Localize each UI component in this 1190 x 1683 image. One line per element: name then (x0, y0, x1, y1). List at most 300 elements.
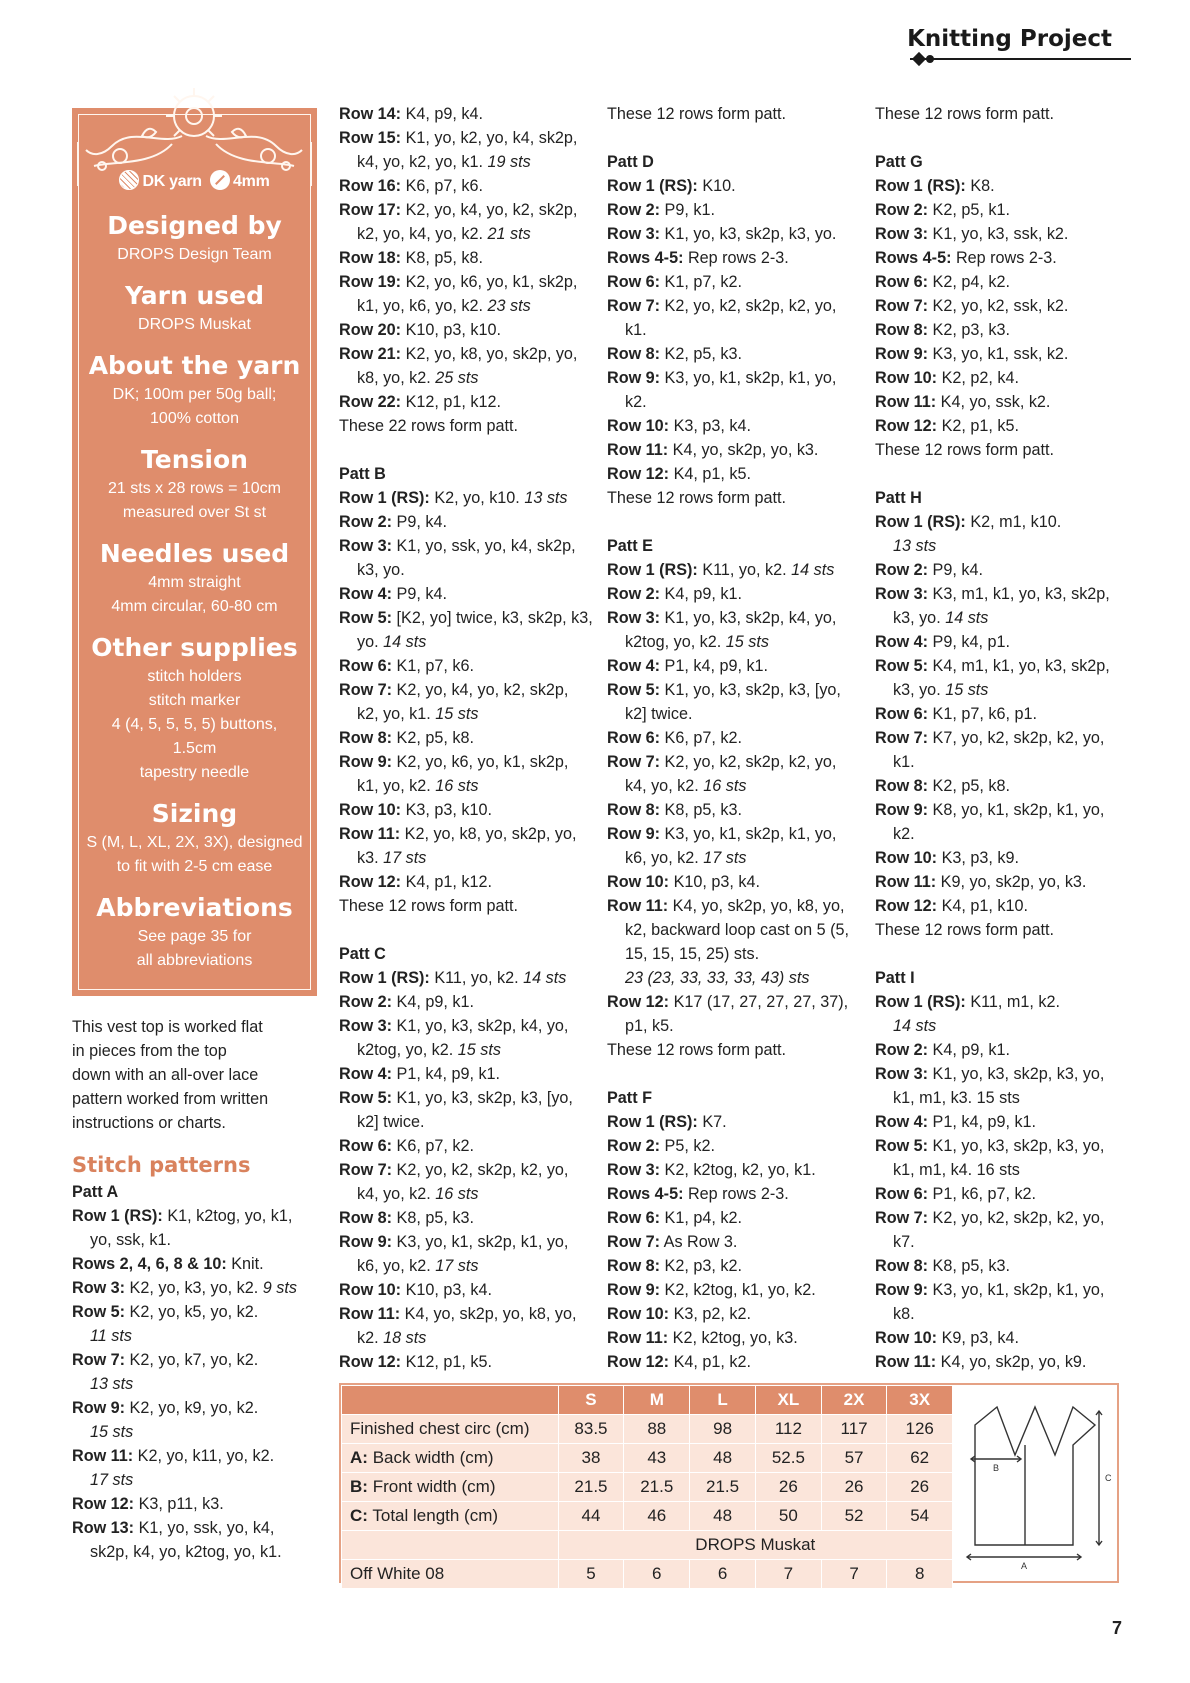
pattern-row: Row 9: K3, yo, k1, ssk, k2. (875, 345, 1069, 363)
row-label: Row 12: (875, 897, 938, 915)
pattern-row: Row 6: K2, p4, k2. (875, 273, 1010, 291)
spacer (339, 918, 594, 942)
pattern-row: Row 6: P1, k6, p7, k2. (875, 1185, 1037, 1203)
row-label: Row 1 (RS): (875, 177, 966, 195)
pattern-row: Row 11: K4, yo, sk2p, yo, k8, yo, k2. 18 sts (339, 1305, 577, 1347)
row-label: Row 14: (339, 105, 402, 123)
pattern-row: Row 2: K4, p9, k1. (875, 1041, 1010, 1059)
pattern-row: Row 7: K2, yo, k2, sk2p, k2, yo, k4, yo, k2. 16 sts (607, 753, 837, 795)
pattern-row: Row 3: K2, yo, k3, yo, k2. 9 sts (72, 1279, 297, 1297)
measurement-value: 88 (624, 1415, 690, 1444)
diagram-label-b: B (993, 1463, 1000, 1473)
row-label: Row 10: (607, 1305, 670, 1323)
pattern-row: Row 11: K2, yo, k8, yo, sk2p, yo, k3. 17 sts (339, 825, 577, 867)
measurement-value: 21.5 (624, 1473, 690, 1502)
stitch-count: 23 (23, 33, 33, 33, 43) sts (625, 969, 810, 987)
pattern-row: Row 7: K2, yo, k2, sk2p, k2, yo, k1. (607, 297, 837, 339)
table-row (342, 1502, 953, 1531)
pattern-heading: Patt H (875, 489, 922, 507)
row-label: Row 6: (607, 273, 661, 291)
table-row (342, 1415, 953, 1444)
row-label: Row 11: (875, 1353, 937, 1371)
info-line: 21 sts x 28 rows = 10cm (108, 480, 281, 497)
stitch-count: 14 sts (893, 1017, 937, 1035)
row-label: Row 9: (607, 825, 661, 843)
pattern-row: Row 5: K1, yo, k3, sk2p, k3, yo, k1, m1, k4. 16 sts (875, 1137, 1105, 1179)
info-heading: Tension (141, 445, 248, 474)
row-label: Row 6: (875, 705, 929, 723)
measurement-value: 52 (821, 1502, 887, 1531)
row-label: Row 8: (339, 729, 393, 747)
pattern-row: Row 2: K4, p9, k1. (607, 585, 742, 603)
row-label: Row 12: (875, 417, 938, 435)
pattern-row: Row 10: K3, p3, k4. (607, 417, 751, 435)
pattern-row: Row 10: K3, p2, k2. (607, 1305, 751, 1323)
size-header: M (624, 1386, 690, 1415)
pattern-row: Row 10: K10, p3, k4. (607, 873, 760, 891)
pattern-row: Row 5: K1, yo, k3, sk2p, k3, [yo, k2] twice. (339, 1089, 573, 1131)
stitch-count: 9 sts (262, 1279, 297, 1297)
yarn-quantity: 6 (690, 1560, 756, 1589)
pattern-row: Rows 4-5: Rep rows 2-3. (607, 1185, 789, 1203)
stitch-count: 14 sts (523, 969, 567, 987)
pattern-note: These 12 rows form patt. (875, 921, 1055, 939)
row-label: Row 6: (607, 729, 661, 747)
row-label: Row 15: (339, 129, 402, 147)
pattern-row: Row 11: K4, yo, sk2p, yo, k8, yo, k2, backward loop cast on 5 (5, 15, 15, 15, 25) sts. 23 (23, 33, 33, 33, 43) sts (607, 897, 850, 987)
stitch-count: 16 sts (703, 777, 747, 795)
pattern-row: Row 6: K1, p7, k6. (339, 657, 474, 675)
row-label: Row 11: (607, 1329, 669, 1347)
pattern-row: Row 6: K6, p7, k2. (339, 1137, 474, 1155)
pattern-row: Row 12: K4, p1, k2. (607, 1353, 751, 1371)
spacer (875, 942, 1125, 966)
info-heading: Other supplies (91, 633, 298, 662)
pattern-row: Row 3: K1, yo, k3, sk2p, k3, yo. (607, 225, 837, 243)
stitch-count: 16 sts (435, 777, 479, 795)
row-label: Row 6: (339, 657, 393, 675)
pattern-row: Row 1 (RS): K11, yo, k2. 14 sts (339, 969, 567, 987)
pattern-row: Row 4: P9, k4, p1. (875, 633, 1010, 651)
stitch-count: 17 sts (383, 849, 427, 867)
pattern-row: Row 1 (RS): K1, k2tog, yo, k1, yo, ssk, k1. (72, 1207, 293, 1249)
spacer (607, 126, 862, 150)
yarn-weight-label: DK yarn (142, 173, 202, 190)
row-label: Row 4: (339, 585, 393, 603)
pattern-row: Row 8: K2, p5, k8. (875, 777, 1010, 795)
info-section (72, 209, 317, 267)
measurement-value: 38 (558, 1444, 624, 1473)
row-label: Row 5: (339, 609, 393, 627)
pattern-row: Row 14: K4, p9, k4. (339, 105, 483, 123)
pattern-row: Row 20: K10, p3, k10. (339, 321, 501, 339)
pattern-row: Row 1 (RS): K2, yo, k10. 13 sts (339, 489, 568, 507)
row-label: Row 5: (875, 1137, 929, 1155)
pattern-row: Row 5: K1, yo, k3, sk2p, k3, [yo, k2] twice. (607, 681, 841, 723)
info-heading: Needles used (99, 539, 290, 568)
row-label: Row 1 (RS): (607, 177, 698, 195)
info-panel (72, 108, 317, 996)
row-label: Row 6: (875, 1185, 929, 1203)
yarn-name-row (342, 1531, 953, 1560)
measurement-value: 43 (624, 1444, 690, 1473)
row-label: Row 10: (607, 417, 670, 435)
yarn-quantity: 7 (755, 1560, 821, 1589)
pattern-row: Row 5: [K2, yo] twice, k3, sk2p, k3, yo. 14 sts (339, 609, 593, 651)
pattern-row: Row 9: K3, yo, k1, sk2p, k1, yo, k6, yo, k2. 17 sts (607, 825, 837, 867)
row-label: Row 8: (875, 1257, 929, 1275)
pattern-row: Row 9: K2, k2tog, k1, yo, k2. (607, 1281, 816, 1299)
info-section (72, 349, 317, 431)
pattern-row: Row 12: K2, p1, k5. (875, 417, 1019, 435)
measurement-value: 54 (887, 1502, 953, 1531)
pattern-row: Row 1 (RS): K11, yo, k2. 14 sts (607, 561, 835, 579)
row-label: Row 8: (607, 345, 661, 363)
row-label: Row 2: (339, 993, 393, 1011)
info-line: to fit with 2-5 cm ease (116, 858, 273, 875)
pattern-row: Row 9: K2, yo, k6, yo, k1, sk2p, k1, yo, k2. 16 sts (339, 753, 569, 795)
pattern-row: Row 3: K3, m1, k1, yo, k3, sk2p, k3, yo. 14 sts (875, 585, 1110, 627)
pattern-row: Row 22: K12, p1, k12. (339, 393, 501, 411)
measurement-value: 48 (690, 1444, 756, 1473)
stitch-count: 15 sts (457, 1041, 501, 1059)
intro-line: This vest top is worked flat (72, 1018, 263, 1036)
info-line: 1.5cm (172, 740, 217, 757)
measurement-key: A: (350, 1448, 368, 1467)
pattern-row: Row 8: K2, p3, k3. (875, 321, 1010, 339)
row-label: Row 12: (339, 873, 402, 891)
info-heading: Sizing (151, 799, 238, 828)
size-header: S (558, 1386, 624, 1415)
row-label: Row 1 (RS): (875, 993, 966, 1011)
pattern-row: Row 7: K2, yo, k2, sk2p, k2, yo, k7. (875, 1209, 1105, 1251)
pattern-row: Row 8: K2, p3, k2. (607, 1257, 742, 1275)
measurement-value: 46 (624, 1502, 690, 1531)
pattern-row: Row 2: P9, k1. (607, 201, 715, 219)
pattern-row: Row 7: K2, yo, k2, sk2p, k2, yo, k4, yo, k2. 16 sts (339, 1161, 569, 1203)
pattern-row: Row 6: K1, p7, k6, p1. (875, 705, 1037, 723)
info-line: DROPS Muskat (138, 316, 251, 333)
info-section (72, 891, 317, 973)
header-blank (342, 1386, 559, 1415)
pattern-note: These 12 rows form patt. (607, 489, 787, 507)
pattern-note: These 12 rows form patt. (607, 105, 787, 123)
row-label: Row 4: (875, 1113, 929, 1131)
row-label: Row 9: (875, 345, 929, 363)
info-line: 4 (4, 5, 5, 5, 5) buttons, (111, 716, 278, 733)
pattern-column-1 (72, 1180, 317, 1564)
pattern-row: Row 4: P1, k4, p9, k1. (607, 657, 769, 675)
row-label: Row 11: (339, 825, 401, 843)
pattern-row: Row 18: K8, p5, k8. (339, 249, 483, 267)
pattern-heading: Patt A (72, 1183, 119, 1201)
pattern-row: Row 12: K4, p1, k10. (875, 897, 1028, 915)
info-heading: About the yarn (88, 351, 301, 380)
intro-line: pattern worked from written (72, 1090, 269, 1108)
info-line: all abbreviations (136, 952, 253, 969)
row-label: Row 7: (875, 729, 929, 747)
row-label: Row 13: (72, 1519, 135, 1537)
info-line: tapestry needle (139, 764, 250, 781)
row-label: Row 3: (875, 225, 929, 243)
pattern-row: Row 2: K4, p9, k1. (339, 993, 474, 1011)
garment-schematic-icon (953, 1385, 1117, 1581)
pattern-row: Row 11: K4, yo, sk2p, yo, k9. (875, 1353, 1087, 1371)
pattern-row: Row 12: K17 (17, 27, 27, 27, 37), p1, k5. (607, 993, 849, 1035)
size-header: 3X (887, 1386, 953, 1415)
stitch-count: 15 sts (725, 633, 769, 651)
pattern-row: Row 2: P9, k4. (875, 561, 983, 579)
row-label: Row 10: (875, 1329, 938, 1347)
row-label: Row 12: (607, 1353, 670, 1371)
stitch-count: 13 sts (524, 489, 568, 507)
row-label: Row 4: (607, 657, 661, 675)
pattern-row: Row 12: K12, p1, k5. (339, 1353, 492, 1371)
pattern-note: These 12 rows form patt. (875, 441, 1055, 459)
row-label: Row 5: (607, 681, 661, 699)
measurement-value: 44 (558, 1502, 624, 1531)
row-label: Row 2: (875, 1041, 929, 1059)
row-label: Row 12: (72, 1495, 135, 1513)
pattern-heading: Patt G (875, 153, 923, 171)
row-label: Row 7: (72, 1351, 126, 1369)
sizing-table (339, 1383, 1119, 1583)
row-label: Row 5: (72, 1303, 126, 1321)
row-label: Row 22: (339, 393, 402, 411)
stitch-count: 21 sts (487, 225, 531, 243)
info-sections (72, 209, 317, 985)
pattern-row: Row 5: K4, m1, k1, yo, k3, sk2p, k3, yo. 15 sts (875, 657, 1110, 699)
yarn-blank (342, 1531, 559, 1560)
info-line: 4mm straight (148, 574, 241, 591)
pattern-row: Row 10: K2, p2, k4. (875, 369, 1019, 387)
pattern-row: Row 1 (RS): K11, m1, k2. 14 sts (875, 993, 1060, 1035)
intro-line: instructions or charts. (72, 1114, 226, 1132)
pattern-row: Row 7: K7, yo, k2, sk2p, k2, yo, k1. (875, 729, 1105, 771)
diagram-label-a: A (1021, 1561, 1028, 1571)
pattern-row: Row 9: K2, yo, k9, yo, k2. 15 sts (72, 1399, 259, 1441)
pattern-row: Row 3: K1, yo, k3, sk2p, k4, yo, k2tog, yo, k2. 15 sts (339, 1017, 569, 1059)
row-label: Row 1 (RS): (607, 561, 698, 579)
row-label: Row 7: (607, 297, 661, 315)
measurement-value: 83.5 (558, 1415, 624, 1444)
row-label: Rows 4-5: (875, 249, 952, 267)
row-label: Row 4: (875, 633, 929, 651)
info-heading: Yarn used (124, 281, 265, 310)
measurement-label: C: Total length (cm) (342, 1502, 559, 1531)
row-label: Rows 4-5: (607, 1185, 684, 1203)
measurement-value: 48 (690, 1502, 756, 1531)
row-label: Row 10: (339, 1281, 402, 1299)
stitch-count: 17 sts (703, 849, 747, 867)
pattern-row: Row 2: P9, k4. (339, 513, 447, 531)
pattern-row: Row 6: K1, p4, k2. (607, 1209, 742, 1227)
pattern-row: Row 8: K2, p5, k8. (339, 729, 474, 747)
pattern-row: Row 1 (RS): K7. (607, 1113, 727, 1131)
stitch-count: 16 sts (435, 1185, 479, 1203)
needle-size-label: 4mm (233, 173, 270, 190)
row-label: Row 1 (RS): (72, 1207, 163, 1225)
row-label: Row 11: (339, 1305, 401, 1323)
pattern-row: Row 9: K3, yo, k1, sk2p, k1, yo, k6, yo, k2. 17 sts (339, 1233, 569, 1275)
pattern-heading: Patt C (339, 945, 386, 963)
pattern-row: Row 11: K2, yo, k11, yo, k2. 17 sts (72, 1447, 275, 1489)
row-label: Row 20: (339, 321, 402, 339)
pattern-row: Row 2: K2, p5, k1. (875, 201, 1010, 219)
pattern-row: Row 12: K3, p11, k3. (72, 1495, 224, 1513)
row-label: Row 9: (72, 1399, 126, 1417)
row-label: Row 2: (875, 201, 929, 219)
row-label: Row 9: (875, 1281, 929, 1299)
pattern-row: Row 7: K2, yo, k7, yo, k2. 13 sts (72, 1351, 259, 1393)
row-label: Row 1 (RS): (339, 489, 430, 507)
spacer (607, 1062, 862, 1086)
pattern-row: Row 3: K1, yo, k3, sk2p, k3, yo, k1, m1, k3. 15 sts (875, 1065, 1105, 1107)
pattern-row: Row 10: K10, p3, k4. (339, 1281, 492, 1299)
info-section (72, 537, 317, 619)
measurement-value: 50 (755, 1502, 821, 1531)
pattern-row: Row 12: K4, p1, k5. (607, 465, 751, 483)
info-section (72, 797, 317, 879)
measurement-key: B: (350, 1477, 368, 1496)
row-label: Row 8: (875, 321, 929, 339)
info-line: stitch holders (147, 668, 242, 685)
row-label: Row 7: (875, 297, 929, 315)
table-header-row (342, 1386, 953, 1415)
pattern-row: Row 3: K1, yo, k3, sk2p, k4, yo, k2tog, yo, k2. 15 sts (607, 609, 837, 651)
yarn-colour-label: Off White 08 (342, 1560, 559, 1589)
spacer (607, 510, 862, 534)
stitch-count: 15 sts (90, 1423, 134, 1441)
pattern-row: Row 5: K2, yo, k5, yo, k2. 11 sts (72, 1303, 259, 1345)
row-label: Row 6: (607, 1209, 661, 1227)
measurement-value: 98 (690, 1415, 756, 1444)
row-label: Row 11: (607, 897, 669, 915)
stitch-count: 15 sts (435, 705, 479, 723)
spacer (875, 462, 1125, 486)
row-label: Row 10: (607, 873, 670, 891)
row-label: Row 3: (875, 1065, 929, 1083)
info-line: stitch marker (148, 692, 241, 709)
pattern-row: Row 1 (RS): K10. (607, 177, 736, 195)
section-title: Knitting Project (907, 26, 1112, 52)
measurement-value: 26 (887, 1473, 953, 1502)
measurement-key: C: (350, 1506, 368, 1525)
pattern-row: Row 11: K2, k2tog, yo, k3. (607, 1329, 798, 1347)
intro-line: down with an all-over lace (72, 1066, 259, 1084)
measurement-value: 126 (887, 1415, 953, 1444)
pattern-row: Row 3: K2, k2tog, k2, yo, k1. (607, 1161, 816, 1179)
pattern-row: Row 1 (RS): K2, m1, k10. 13 sts (875, 513, 1062, 555)
row-label: Row 19: (339, 273, 402, 291)
stitch-count: 13 sts (90, 1375, 134, 1393)
row-label: Row 1 (RS): (339, 969, 430, 987)
info-heading: Abbreviations (96, 893, 293, 922)
row-label: Row 7: (339, 681, 393, 699)
pattern-row: Row 9: K8, yo, k1, sk2p, k1, yo, k2. (875, 801, 1105, 843)
pattern-heading: Patt B (339, 465, 386, 483)
row-label: Row 3: (339, 1017, 393, 1035)
row-label: Row 12: (607, 465, 670, 483)
pattern-row: Row 21: K2, yo, k8, yo, sk2p, yo, k8, yo, k2. 25 sts (339, 345, 578, 387)
row-label: Row 3: (72, 1279, 126, 1297)
info-line: S (M, L, XL, 2X, 3X), designed (86, 834, 303, 851)
row-label: Row 21: (339, 345, 402, 363)
stitch-count: 14 sts (945, 609, 989, 627)
row-label: Row 4: (339, 1065, 393, 1083)
yarn-quantity-row (342, 1560, 953, 1589)
row-label: Row 2: (339, 513, 393, 531)
table-row (342, 1444, 953, 1473)
yarn-name: DROPS Muskat (558, 1531, 952, 1560)
measurement-label: A: Back width (cm) (342, 1444, 559, 1473)
measurement-label: Finished chest circ (cm) (342, 1415, 559, 1444)
pattern-row: Row 3: K1, yo, k3, ssk, k2. (875, 225, 1069, 243)
row-label: Row 3: (607, 225, 661, 243)
info-section (72, 279, 317, 337)
measurement-value: 117 (821, 1415, 887, 1444)
stitch-count: 25 sts (435, 369, 479, 387)
pattern-heading: Patt F (607, 1089, 652, 1107)
pattern-row: Row 11: K4, yo, sk2p, yo, k3. (607, 441, 819, 459)
info-line: DK; 100m per 50g ball; (112, 386, 277, 403)
pattern-row: Row 6: K1, p7, k2. (607, 273, 742, 291)
row-label: Row 8: (339, 1209, 393, 1227)
header-ornament (912, 52, 926, 66)
pattern-column-4 (875, 102, 1125, 1374)
pattern-note: These 12 rows form patt. (607, 1041, 787, 1059)
pattern-row: Row 10: K3, p3, k10. (339, 801, 492, 819)
row-label: Row 7: (607, 753, 661, 771)
info-section (72, 443, 317, 525)
header-ornament-dot (926, 55, 934, 63)
row-label: Row 7: (607, 1233, 661, 1251)
measurement-value: 52.5 (755, 1444, 821, 1473)
row-label: Row 16: (339, 177, 402, 195)
row-label: Row 10: (875, 369, 938, 387)
floral-ornament-icon (72, 66, 317, 226)
yarn-badges (72, 170, 317, 191)
pattern-row: Row 8: K2, p5, k3. (607, 345, 742, 363)
pattern-row: Row 4: P9, k4. (339, 585, 447, 603)
pattern-row: Row 11: K4, yo, ssk, k2. (875, 393, 1051, 411)
row-label: Row 12: (607, 993, 670, 1011)
pattern-row: Row 7: K2, yo, k2, ssk, k2. (875, 297, 1069, 315)
info-heading: Designed by (107, 211, 282, 240)
measurement-value: 21.5 (558, 1473, 624, 1502)
info-line: 4mm circular, 60-80 cm (111, 598, 278, 615)
row-label: Row 3: (339, 537, 393, 555)
measurement-value: 57 (821, 1444, 887, 1473)
row-label: Row 17: (339, 201, 402, 219)
stitch-count: 14 sts (383, 633, 427, 651)
sizing-grid (341, 1385, 953, 1589)
info-line: See page 35 for (137, 928, 252, 945)
stitch-count: 17 sts (90, 1471, 134, 1489)
measurement-value: 26 (755, 1473, 821, 1502)
stitch-patterns-heading: Stitch patterns (72, 1153, 251, 1177)
pattern-row: Row 13: K1, yo, ssk, yo, k4, sk2p, k4, yo, k2tog, yo, k1. (72, 1519, 282, 1561)
row-label: Row 9: (339, 753, 393, 771)
row-label: Row 10: (339, 801, 402, 819)
intro-line: in pieces from the top (72, 1042, 227, 1060)
measurement-value: 21.5 (690, 1473, 756, 1502)
pattern-row: Row 8: K8, p5, k3. (607, 801, 742, 819)
row-label: Row 11: (72, 1447, 134, 1465)
info-section (72, 631, 317, 785)
yarn-ball-icon (119, 170, 139, 190)
row-label: Row 12: (339, 1353, 402, 1371)
